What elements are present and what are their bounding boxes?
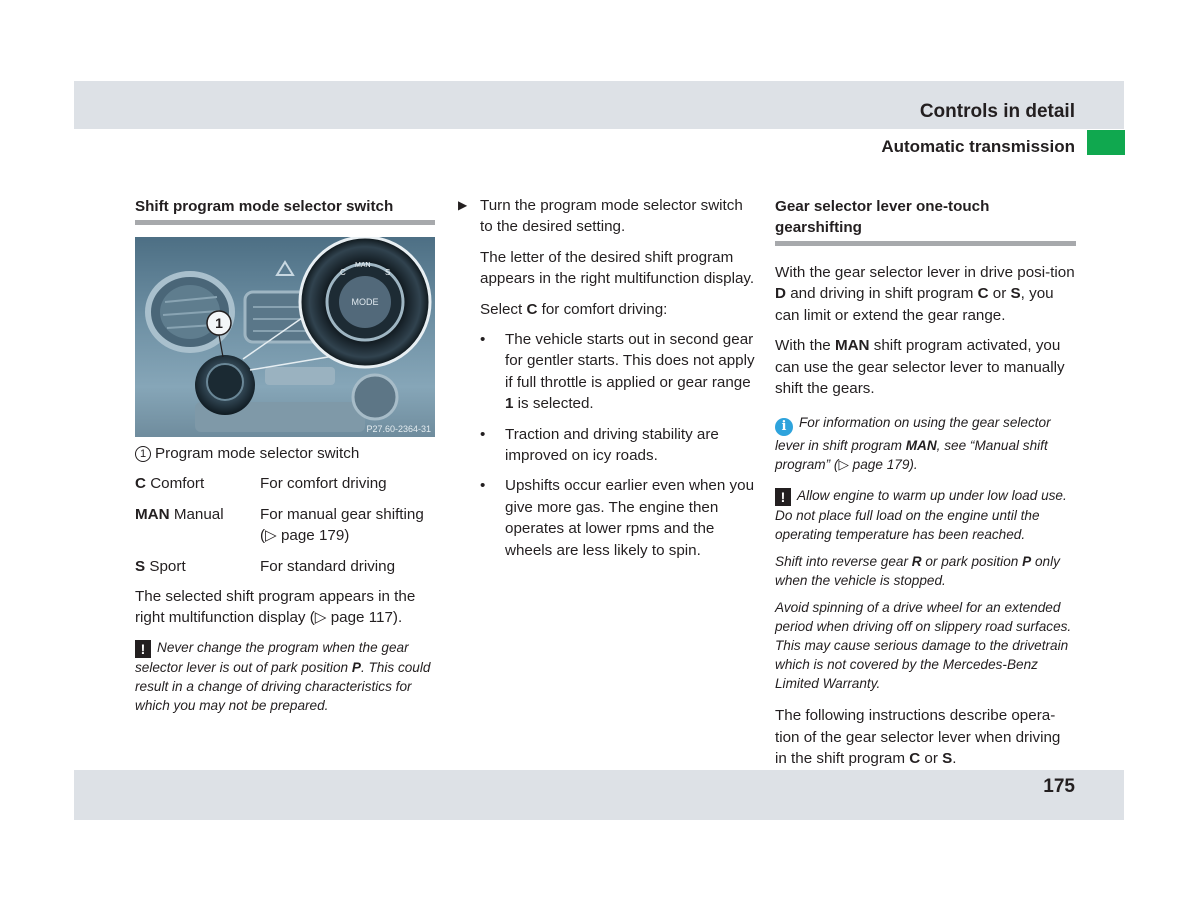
dashboard-illustration bbox=[135, 237, 435, 437]
note-text: Shift into reverse gear bbox=[775, 554, 912, 570]
program-key: MAN bbox=[135, 505, 170, 523]
definition-row bbox=[135, 473, 435, 494]
text-run: With the gear selector lever in drive posi-tion bbox=[775, 264, 1075, 281]
bullet-dot: • bbox=[480, 331, 486, 349]
figure-caption bbox=[135, 443, 435, 464]
note-emphasis: R bbox=[911, 554, 922, 570]
text-run: and driving in shift program bbox=[785, 285, 978, 303]
program-key: C bbox=[135, 475, 146, 493]
note-emphasis: MAN bbox=[905, 438, 937, 454]
warning-icon: ! bbox=[135, 640, 151, 658]
definition-row bbox=[135, 556, 435, 577]
instruction-step bbox=[458, 195, 755, 238]
text-emphasis: S bbox=[1010, 285, 1021, 303]
note-text: only when the vehicle is stopped. bbox=[775, 554, 1060, 589]
body-paragraph bbox=[775, 335, 1076, 399]
subsection-title: Automatic transmission bbox=[881, 137, 1075, 156]
note-emphasis: P bbox=[1022, 554, 1032, 570]
bullet-item bbox=[458, 329, 755, 415]
text-run: or bbox=[920, 750, 943, 768]
text-run: The following instructions describe opera-tion of the gear selector lever when driving in the shift program bbox=[775, 707, 1061, 768]
section-heading: Shift program mode selector switch bbox=[135, 195, 435, 225]
info-icon: i bbox=[775, 418, 793, 436]
knob-label-s: S bbox=[385, 268, 391, 277]
dashboard-photo bbox=[135, 237, 435, 437]
text-run: , you can limit or extend the gear range. bbox=[775, 285, 1054, 324]
definition-description: For standard driving bbox=[260, 557, 396, 575]
text-emphasis: S bbox=[942, 750, 953, 768]
definition-term bbox=[135, 504, 260, 547]
text-emphasis: C bbox=[909, 750, 921, 768]
text-run: The vehicle starts out in second gear for gentler starts. This does not apply if full throttle is applied or gear range bbox=[505, 331, 755, 391]
definition-term bbox=[135, 556, 260, 577]
bullet-item bbox=[458, 424, 755, 467]
text-run: shift program activated, you can use the gear selector lever to manually shift the gears. bbox=[775, 337, 1065, 398]
left-column bbox=[135, 195, 435, 723]
body-paragraph bbox=[775, 262, 1076, 326]
body-paragraph: The letter of the desired shift program appears in the right multifunction display. bbox=[480, 248, 755, 288]
figure-reference-code: P27.60-2364-31 bbox=[366, 424, 431, 434]
program-name: Sport bbox=[145, 557, 186, 575]
callout-number: 1 bbox=[215, 315, 223, 331]
note-emphasis: P bbox=[351, 659, 361, 675]
warning-icon: ! bbox=[775, 488, 791, 506]
text-emphasis: C bbox=[977, 285, 989, 303]
text-run: Traction and driving stability are improved on icy roads. bbox=[505, 425, 719, 465]
text-run: for comfort driving: bbox=[537, 300, 668, 318]
text-run: Upshifts occur earlier even when you give more gas. The engine then operates at lower rpms and the wheels are less likely to spin. bbox=[505, 477, 755, 559]
warning-note bbox=[135, 638, 435, 715]
body-paragraph: The selected shift program appears in the right multifunction display (▷ page 117). bbox=[135, 588, 416, 627]
text-run: With the bbox=[775, 337, 835, 355]
definition-description: For manual gear shifting (▷ page 179) bbox=[260, 505, 424, 545]
step-arrow-icon: ▶ bbox=[458, 198, 468, 212]
bullet-item bbox=[458, 475, 755, 561]
program-name: Manual bbox=[169, 505, 224, 523]
mode-label: MODE bbox=[351, 297, 379, 307]
note-text: . This could result in a change of driving characteristics for which you may not be prepared. bbox=[135, 659, 431, 713]
knob-label-man: MAN bbox=[355, 262, 371, 269]
footer-band bbox=[74, 770, 1124, 820]
text-emphasis: D bbox=[775, 285, 786, 303]
bullet-dot: • bbox=[480, 477, 486, 495]
section-tab-marker bbox=[1087, 130, 1125, 155]
definition-description: For comfort driving bbox=[260, 475, 387, 493]
text-run: is selected. bbox=[513, 395, 594, 413]
text-run: . bbox=[952, 750, 957, 768]
definition-row bbox=[135, 504, 435, 547]
text-run: or bbox=[988, 285, 1011, 303]
definition-term bbox=[135, 473, 260, 494]
caption-text: Program mode selector switch bbox=[155, 445, 360, 462]
caption-number: 1 bbox=[135, 446, 151, 462]
note-text: For information on using the gear selector lever in shift program bbox=[775, 415, 1051, 454]
program-key: S bbox=[135, 557, 146, 575]
section-heading: Gear selector lever one-touch gearshifting bbox=[775, 195, 1076, 246]
knob-label-c: C bbox=[340, 268, 346, 277]
body-paragraph bbox=[458, 299, 755, 320]
warning-note-line bbox=[775, 552, 1076, 590]
text-emphasis: 1 bbox=[505, 395, 514, 413]
step-text: Turn the program mode selector switch to the desired setting. bbox=[480, 197, 743, 236]
section-title: Controls in detail bbox=[919, 101, 1075, 122]
warning-note-line: Avoid spinning of a drive wheel for an extended period when driving off on slippery road surfaces. This may cause serious damage to the drivetrain which is not covered by the Mercedes-Benz Limited Warranty. bbox=[775, 600, 1072, 692]
text-run: Select bbox=[480, 300, 527, 318]
page-number: 175 bbox=[1043, 776, 1075, 797]
middle-column bbox=[458, 195, 755, 570]
note-text: Allow engine to warm up under low load use. Do not place full load on the engine until the operating temperature has been reached. bbox=[775, 488, 1067, 543]
info-note bbox=[775, 413, 1076, 474]
bullet-dot: • bbox=[480, 425, 486, 443]
note-text: Never change the program when the gear selector lever is out of park position bbox=[135, 639, 409, 675]
body-paragraph bbox=[775, 705, 1076, 769]
text-emphasis: MAN bbox=[834, 337, 870, 355]
text-emphasis: C bbox=[526, 300, 538, 318]
program-name: Comfort bbox=[145, 475, 205, 493]
right-column bbox=[775, 195, 1076, 779]
warning-note bbox=[775, 486, 1076, 544]
note-text: , see “Manual shift program” (▷ page 179). bbox=[775, 438, 1048, 473]
note-text: or park position bbox=[921, 554, 1023, 570]
